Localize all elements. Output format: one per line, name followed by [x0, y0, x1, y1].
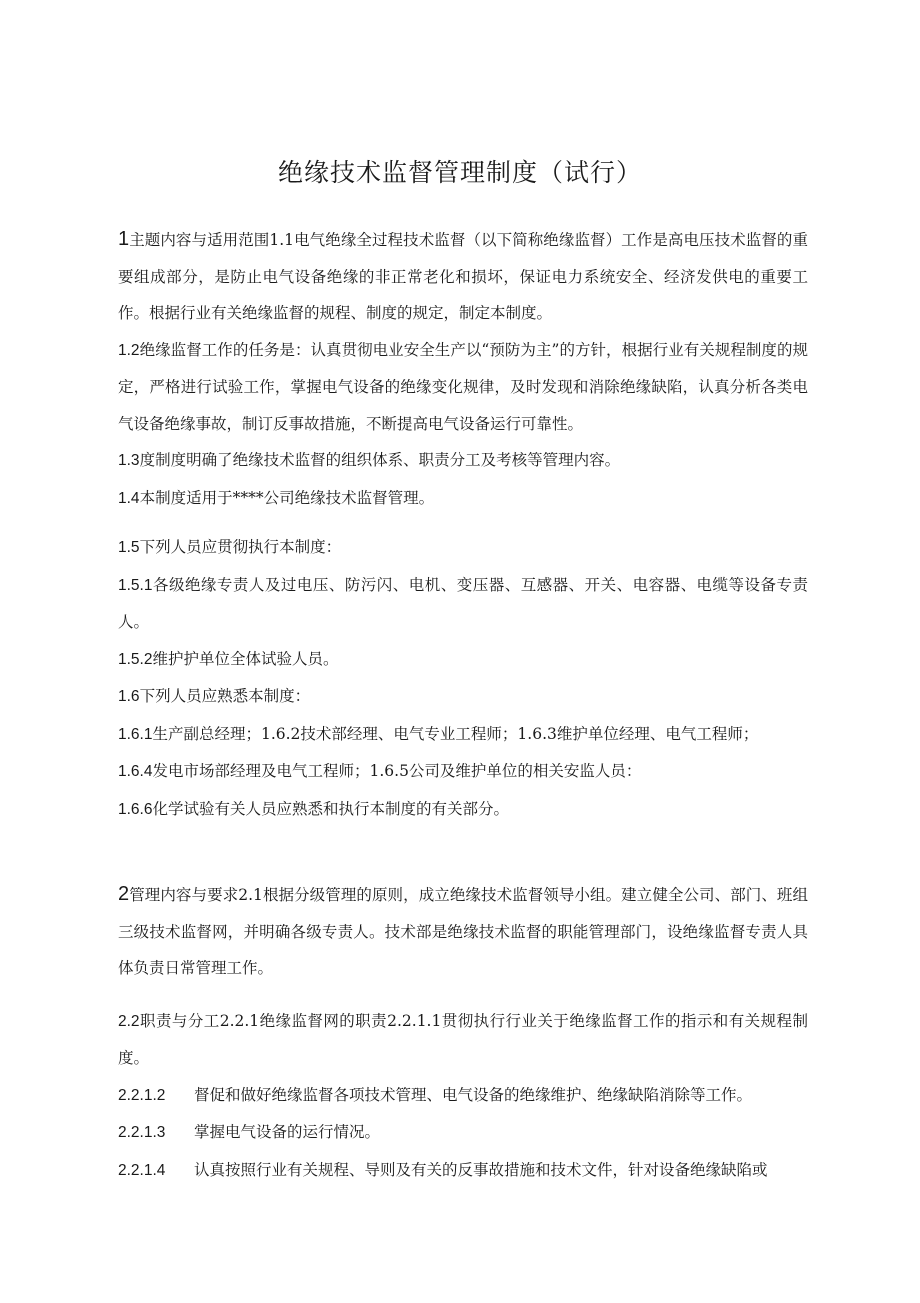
paragraph-1-2 [118, 332, 808, 443]
document-body [118, 221, 808, 1189]
section-number: 2.2.1.4 [118, 1161, 166, 1179]
section-number: 1.4 [118, 489, 140, 507]
paragraph-2-2-1-2 [118, 1077, 808, 1115]
paragraph-2-2-1-3 [118, 1114, 808, 1152]
paragraph-text: 各级绝缘专责人及过电压、防污闪、电机、变压器、互感器、开关、电容器、电缆等设备专责人。 [118, 575, 808, 631]
paragraph-1-6-6 [118, 791, 808, 829]
section-number: 1.6.1 [118, 725, 153, 743]
section-number: 2 [118, 883, 130, 905]
paragraph-text: 下列人员应熟悉本制度： [139, 687, 311, 705]
paragraph-text: 度制度明确了绝缘技术监督的组织体系、职责分工及考核等管理内容。 [139, 451, 621, 469]
paragraph-text: 下列人员应贯彻执行本制度： [139, 538, 342, 556]
paragraph-text: 掌握电气设备的运行情况。 [194, 1123, 381, 1141]
paragraph-text: 绝缘监督工作的任务是：认真贯彻电业安全生产以“预防为主”的方针，根据行业有关规程制度的规定，严格进行试验工作，掌握电气设备的绝缘变化规律，及时发现和消除绝缘缺陷，认真分析各类电气设备绝缘事故，制订反事故措施，不断提高电气设备运行可靠性。 [118, 340, 808, 433]
section-number: 1.3 [118, 452, 140, 469]
paragraph-text: 维护护单位全体试验人员。 [152, 649, 339, 668]
section-number: 1.5.2 [118, 650, 153, 668]
paragraph-1-5-2 [118, 641, 808, 679]
paragraph-1-5-1 [118, 567, 808, 641]
paragraph-text: 化学试验有关人员应熟悉和执行本制度的有关部分。 [152, 799, 509, 818]
paragraph-text: 认真按照行业有关规程、导则及有关的反事故措施和技术文件，针对设备绝缘缺陷或 [194, 1160, 768, 1179]
paragraph-2-2-1-4 [118, 1152, 808, 1190]
section-number: 1.5 [118, 539, 140, 556]
paragraph-text: 主题内容与适用范围1.1电气绝缘全过程技术监督（以下简称绝缘监督）工作是高电压技术监督的重要组成部分，是防止电气设备绝缘的非正常老化和损坏，保证电力系统安全、经济发供电的重要工作。根据行业有关绝缘监督的规程、制度的规定，制定本制度。 [118, 231, 808, 322]
paragraph-1-6 [118, 678, 808, 716]
paragraph-text: 督促和做好绝缘监督各项技术管理、电气设备的绝缘维护、绝缘缺陷消除等工作。 [194, 1085, 753, 1104]
section-number: 1.6.6 [118, 800, 153, 818]
section-number: 2.2 [118, 1012, 140, 1030]
paragraph-text: 发电市场部经理及电气工程师；1.6.5公司及维护单位的相关安监人员： [152, 762, 642, 780]
section-number: 1.5.1 [118, 576, 153, 594]
section-number: 2.2.1.3 [118, 1124, 166, 1141]
section-number: 2.2.1.2 [118, 1086, 166, 1104]
paragraph-2-2 [118, 1003, 808, 1077]
paragraph-2 [118, 876, 808, 987]
paragraph-1-4 [118, 480, 808, 518]
paragraph-1-6-1 [118, 716, 808, 754]
section-number: 1.6.4 [118, 763, 153, 780]
paragraph-1-3 [118, 442, 808, 480]
paragraph-text: 管理内容与要求2.1根据分级管理的原则，成立绝缘技术监督领导小组。建立健全公司、部门、班组三级技术监督网，并明确各级专责人。技术部是绝缘技术监督的职能管理部门，设绝缘监督专责人具体负责日常管理工作。 [118, 886, 808, 977]
paragraph-text: 生产副总经理；1.6.2技术部经理、电气专业工程师；1.6.3维护单位经理、电气工程师； [152, 724, 759, 743]
paragraph-text: 本制度适用于****公司绝缘技术监督管理。 [139, 488, 435, 507]
paragraph-1 [118, 221, 808, 332]
paragraph-1-5 [118, 529, 808, 567]
document-title: 绝缘技术监督管理制度（试行） [277, 157, 642, 187]
section-number: 1.2 [118, 341, 140, 359]
section-number: 1 [118, 228, 130, 250]
paragraph-text: 职责与分工2.2.1绝缘监督网的职责2.2.1.1贯彻执行行业关于绝缘监督工作的指示和有关规程制度。 [118, 1011, 808, 1067]
paragraph-1-6-4 [118, 753, 808, 791]
section-number: 1.6 [118, 688, 140, 705]
